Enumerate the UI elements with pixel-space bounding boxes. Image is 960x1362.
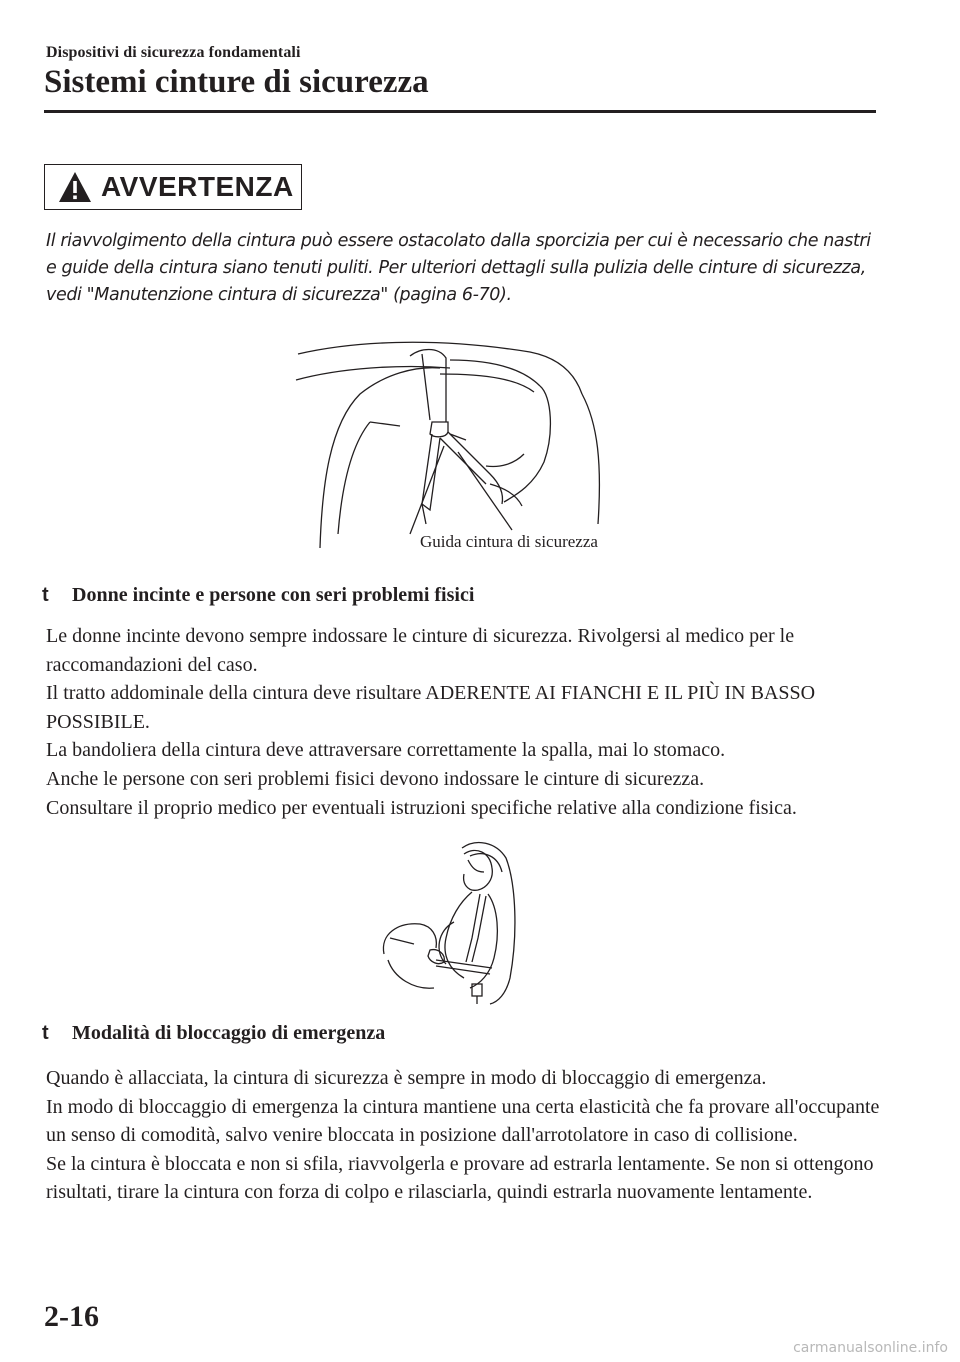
seat-belt-guide-illustration — [290, 334, 640, 554]
warning-box — [44, 164, 302, 210]
watermark: carmanualsonline.info — [793, 1340, 948, 1356]
section-header: Dispositivi di sicurezza fondamentali — [46, 44, 301, 61]
section-body-emergency-lock: Quando è allacciata, la cintura di sicurezza è sempre in modo di bloccaggio di emergenza. In modo di bloccaggio di emergenza la cintura mantiene una certa elasticità che fa provare all'occupante un senso di comodità, salvo venire bloccata in posizione dall'arrotolatore in caso di collisione. Se la cintura è bloccata e non si sfila, riavvolgerla e provare ad estrarla lentamente. Se non si ottengono risultati, tirare la cintura con forza di colpo e rilasciarla, quindi estrarla nuovamente lentamente. — [46, 1067, 880, 1204]
section-heading-pregnant — [42, 584, 474, 607]
section-heading-text: Donne incinte e persone con seri problemi fisici — [72, 584, 475, 606]
section-body-pregnant: Le donne incinte devono sempre indossare le cinture di sicurezza. Rivolgersi al medico per le raccomandazioni del caso. Il tratto addominale della cintura deve risultare ADERENTE AI FIANCHI E IL PIÙ IN BASSO POSSIBILE. La bandoliera della cintura deve attraversare correttamente la spalla, mai lo stomaco. Anche le persone con seri problemi fisici devono indossare le cinture di sicurezza. Consultare il proprio medico per eventuali istruzioni specifiche relative alla condizione fisica. — [46, 625, 816, 819]
warning-label: AVVERTENZA — [101, 171, 294, 202]
title-rule — [44, 110, 876, 113]
bullet-marker: t — [42, 1022, 49, 1044]
page-number: 2-16 — [44, 1300, 99, 1333]
section-heading-text: Modalità di bloccaggio di emergenza — [72, 1022, 386, 1044]
pregnant-woman-seatbelt-illustration — [380, 838, 540, 1006]
warning-text: Il riavvolgimento della cintura può essere ostacolato dalla sporcizia per cui è necessario che nastri e guide della cintura siano tenuti puliti. Per ulteriori dettagli sulla pulizia delle cinture di sicurezza, vedi "Manutenzione cintura di sicurezza" (pagina 6-70). — [46, 231, 871, 305]
bullet-marker: t — [42, 584, 49, 606]
warning-triangle-icon — [57, 170, 93, 204]
page-title: Sistemi cinture di sicurezza — [44, 64, 429, 100]
section-heading-emergency-lock — [42, 1022, 385, 1045]
figure-caption: Guida cintura di sicurezza — [420, 532, 598, 551]
